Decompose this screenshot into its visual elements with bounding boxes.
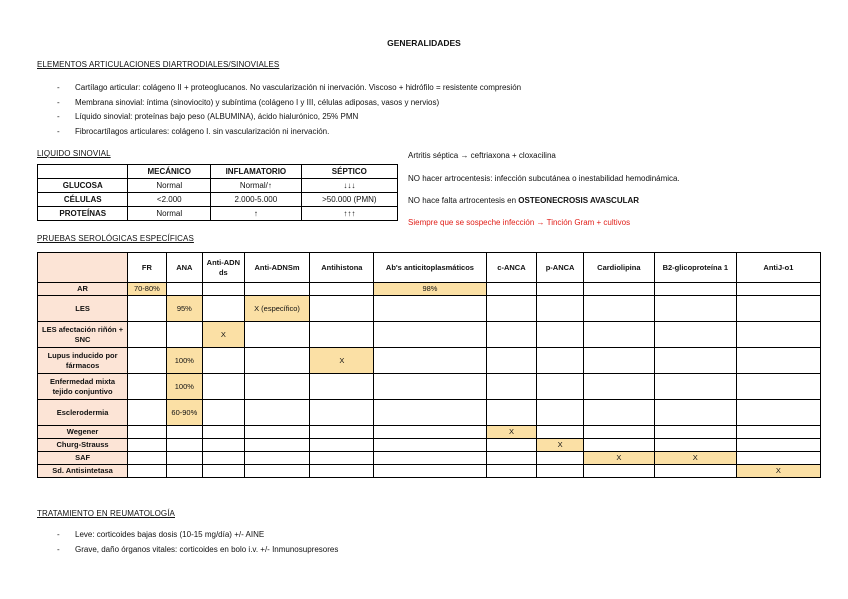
table-cell: [374, 400, 486, 426]
table-cell: X: [537, 439, 584, 452]
table-cell: X: [583, 452, 654, 465]
table-cell: Normal: [128, 179, 211, 193]
table-cell: [128, 465, 166, 478]
table-cell: [537, 426, 584, 439]
table-cell: [486, 400, 537, 426]
header-cell: AntiJ-o1: [736, 253, 820, 283]
header-cell: Cardiolipina: [583, 253, 654, 283]
table-cell: [310, 465, 374, 478]
table-cell: [583, 400, 654, 426]
list-item: - Cartílago articular: colágeno II + proteoglucanos. No vascularización ni inervación. Viscoso + hidrófilo = resistente compresión: [37, 81, 521, 96]
table-cell: [537, 296, 584, 322]
list-item: - Líquido sinovial: proteínas bajo peso (ALBUMINA), ácido hialurónico, 25% PMN: [37, 110, 521, 125]
table-cell: X (específico): [244, 296, 310, 322]
table-cell: [583, 322, 654, 348]
synovial-header-cell: SÉPTICO: [301, 165, 397, 179]
note-osteonecrosis: [408, 196, 639, 205]
table-cell: [310, 296, 374, 322]
table-cell: [654, 296, 736, 322]
synovial-header-cell: MECÁNICO: [128, 165, 211, 179]
table-cell: Normal: [128, 207, 211, 221]
table-row: [38, 400, 821, 426]
table-cell: [244, 439, 310, 452]
table-cell: 100%: [166, 348, 202, 374]
synovial-header-cell: INFLAMATORIO: [211, 165, 302, 179]
row-header: GLUCOSA: [38, 179, 128, 193]
table-cell: [203, 348, 245, 374]
table-row: [38, 296, 821, 322]
table-cell: [486, 283, 537, 296]
table-row: [38, 452, 821, 465]
table-cell: [244, 426, 310, 439]
table-cell: [736, 400, 820, 426]
table-cell: [654, 322, 736, 348]
table-cell: ↑: [211, 207, 302, 221]
table-cell: [583, 465, 654, 478]
table-cell: [537, 400, 584, 426]
table-cell: [244, 400, 310, 426]
header-cell: p-ANCA: [537, 253, 584, 283]
table-cell: [128, 439, 166, 452]
table-cell: [128, 296, 166, 322]
table-cell: [166, 322, 202, 348]
table-cell: [374, 439, 486, 452]
table-cell: [486, 465, 537, 478]
table-cell: [166, 439, 202, 452]
section-heading-liquido: LIQUIDO SINOVIAL: [37, 149, 111, 158]
table-cell: [310, 426, 374, 439]
table-cell: [203, 465, 245, 478]
header-cell: B2-glicoproteína 1: [654, 253, 736, 283]
table-cell: [583, 283, 654, 296]
table-cell: 60-90%: [166, 400, 202, 426]
table-cell: [166, 426, 202, 439]
table-cell: X: [486, 426, 537, 439]
table-cell: [244, 374, 310, 400]
table-row: [38, 348, 821, 374]
table-cell: [244, 465, 310, 478]
table-cell: [244, 348, 310, 374]
note-artritis-septica: Artritis séptica → ceftriaxona + cloxacilina: [408, 151, 556, 160]
serology-header-row: [38, 253, 821, 283]
header-cell: Ab's anticitoplasmáticos: [374, 253, 486, 283]
table-cell: Normal/↑: [211, 179, 302, 193]
table-cell: [203, 283, 245, 296]
table-cell: [128, 374, 166, 400]
row-label: LES afectación riñón + SNC: [38, 322, 128, 348]
table-cell: ↑↑↑: [301, 207, 397, 221]
table-cell: [203, 296, 245, 322]
section-heading-pruebas: PRUEBAS SEROLÓGICAS ESPECÍFICAS: [37, 234, 194, 243]
table-cell: [244, 322, 310, 348]
header-cell: FR: [128, 253, 166, 283]
page-title: GENERALIDADES: [387, 38, 461, 48]
table-cell: [583, 426, 654, 439]
row-label: AR: [38, 283, 128, 296]
row-label: LES: [38, 296, 128, 322]
table-row: [38, 426, 821, 439]
section-heading-tratamiento: TRATAMIENTO EN REUMATOLOGÍA: [37, 509, 175, 518]
table-cell: [374, 322, 486, 348]
table-cell: [310, 283, 374, 296]
table-cell: [244, 452, 310, 465]
table-cell: [203, 426, 245, 439]
table-cell: [654, 465, 736, 478]
table-cell: <2.000: [128, 193, 211, 207]
note-prefix: NO hace falta artrocentesis en: [408, 196, 519, 205]
section-heading-elementos: ELEMENTOS ARTICULACIONES DIARTRODIALES/SINOVIALES: [37, 60, 280, 69]
table-cell: [374, 452, 486, 465]
table-cell: [537, 452, 584, 465]
header-cell: ANA: [166, 253, 202, 283]
row-label: Enfermedad mixta tejido conjuntivo: [38, 374, 128, 400]
table-cell: [537, 465, 584, 478]
table-cell: [310, 400, 374, 426]
header-cell: c-ANCA: [486, 253, 537, 283]
table-cell: [654, 439, 736, 452]
note-no-artrocentesis: NO hacer artrocentesis: infección subcutánea o inestabilidad hemodinámica.: [408, 174, 680, 183]
table-row: [38, 322, 821, 348]
table-cell: [583, 374, 654, 400]
table-cell: 70-80%: [128, 283, 166, 296]
table-cell: X: [654, 452, 736, 465]
table-cell: [374, 374, 486, 400]
table-cell: [166, 452, 202, 465]
table-cell: [486, 452, 537, 465]
table-cell: [736, 283, 820, 296]
table-cell: 2.000-5.000: [211, 193, 302, 207]
table-cell: [736, 452, 820, 465]
header-cell: Anti-ADNSm: [244, 253, 310, 283]
row-label: Wegener: [38, 426, 128, 439]
table-cell: [203, 400, 245, 426]
table-cell: [736, 439, 820, 452]
table-cell: [537, 374, 584, 400]
table-cell: X: [736, 465, 820, 478]
table-cell: [203, 439, 245, 452]
row-label: Churg-Strauss: [38, 439, 128, 452]
table-cell: [486, 374, 537, 400]
table-cell: [654, 348, 736, 374]
table-cell: 95%: [166, 296, 202, 322]
table-cell: [486, 348, 537, 374]
table-row: [38, 283, 821, 296]
table-cell: X: [203, 322, 245, 348]
table-cell: 100%: [166, 374, 202, 400]
table-cell: [203, 452, 245, 465]
list-item: - Fibrocartílagos articulares: colágeno I. sin vascularización ni inervación.: [37, 125, 521, 140]
table-cell: >50.000 (PMN): [301, 193, 397, 207]
table-cell: [128, 400, 166, 426]
table-cell: [486, 322, 537, 348]
table-cell: [244, 283, 310, 296]
serology-body: [38, 283, 821, 478]
note-infeccion: Siempre que se sospeche infección → Tinción Gram + cultivos: [408, 218, 631, 227]
table-cell: [310, 439, 374, 452]
table-cell: [736, 426, 820, 439]
header-cell: Anti-ADN ds: [203, 253, 245, 283]
list-item: - Leve: corticoides bajas dosis (10-15 mg/día) +/- AINE: [37, 528, 338, 543]
table-cell: [166, 465, 202, 478]
table-cell: [128, 322, 166, 348]
table-cell: [654, 426, 736, 439]
table-cell: [654, 400, 736, 426]
list-item: - Membrana sinovial: íntima (sinoviocito) y subíntima (colágeno I y III, células adiposas, vasos y nervios): [37, 96, 521, 111]
table-cell: [736, 374, 820, 400]
table-cell: [736, 296, 820, 322]
serology-table: [37, 252, 821, 478]
row-label: SAF: [38, 452, 128, 465]
table-cell: 98%: [374, 283, 486, 296]
table-row: [38, 374, 821, 400]
table-cell: [310, 374, 374, 400]
table-row: [38, 207, 398, 221]
row-label: Sd. Antisintetasa: [38, 465, 128, 478]
table-cell: [374, 465, 486, 478]
synovial-table: [37, 164, 398, 221]
synovial-header-cell: [38, 165, 128, 179]
table-row: [38, 439, 821, 452]
table-cell: [486, 296, 537, 322]
table-cell: [537, 322, 584, 348]
table-cell: [537, 348, 584, 374]
table-cell: [583, 348, 654, 374]
row-header: CÉLULAS: [38, 193, 128, 207]
header-cell: Antihistona: [310, 253, 374, 283]
table-row: [38, 465, 821, 478]
table-cell: [128, 452, 166, 465]
table-cell: ↓↓↓: [301, 179, 397, 193]
table-cell: X: [310, 348, 374, 374]
table-cell: [654, 374, 736, 400]
table-cell: [374, 426, 486, 439]
table-cell: [374, 296, 486, 322]
table-cell: [486, 439, 537, 452]
table-cell: [537, 283, 584, 296]
table-cell: [736, 348, 820, 374]
header-cell: [38, 253, 128, 283]
table-cell: [736, 322, 820, 348]
row-label: Lupus inducido por fármacos: [38, 348, 128, 374]
table-cell: [310, 322, 374, 348]
list-item: - Grave, daño órganos vitales: corticoides en bolo i.v. +/- Inmunosupresores: [37, 543, 338, 558]
table-cell: [128, 348, 166, 374]
table-cell: [203, 374, 245, 400]
table-row: [38, 193, 398, 207]
table-cell: [583, 296, 654, 322]
table-cell: [128, 426, 166, 439]
elementos-list: [37, 81, 521, 139]
tratamiento-list: [37, 528, 338, 557]
row-header: PROTEÍNAS: [38, 207, 128, 221]
table-row: [38, 179, 398, 193]
note-emphasis: OSTEONECROSIS AVASCULAR: [518, 196, 640, 205]
table-cell: [310, 452, 374, 465]
table-cell: [583, 439, 654, 452]
table-cell: [374, 348, 486, 374]
table-cell: [166, 283, 202, 296]
table-cell: [654, 283, 736, 296]
row-label: Esclerodermia: [38, 400, 128, 426]
